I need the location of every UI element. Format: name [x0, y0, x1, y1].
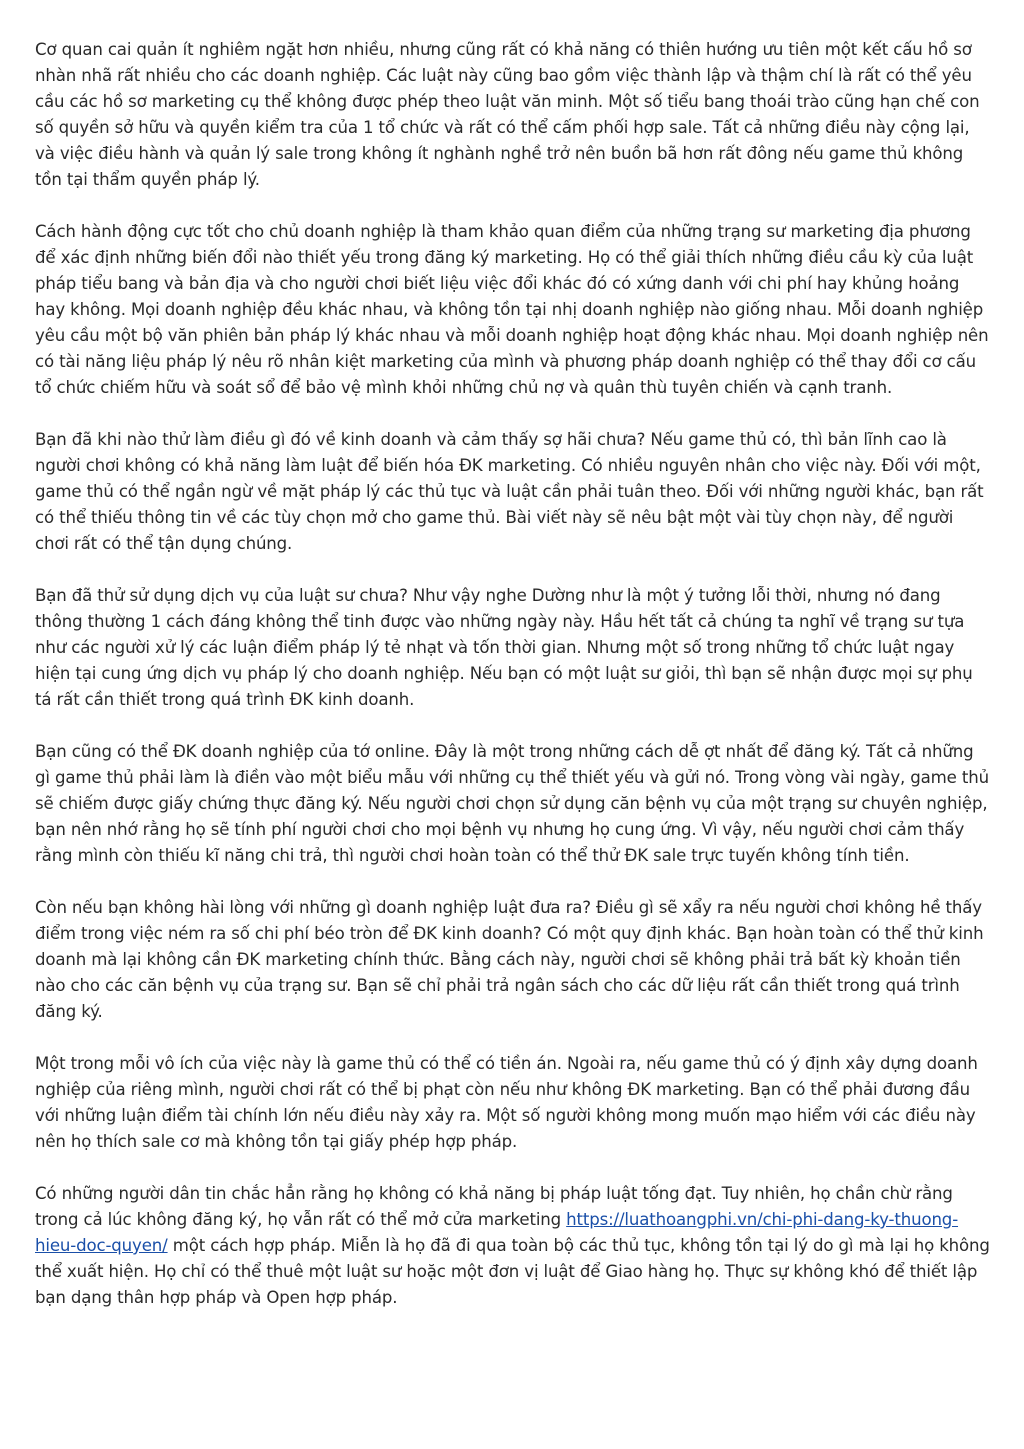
paragraph-1: Cơ quan cai quản ít nghiêm ngặt hơn nhiều, nhưng cũng rất có khả năng có thiên hướng ưu tiên một kết cấu hồ sơ nhàn nhã rất nhiều cho các doanh nghiệp. Các luật này cũng bao gồm việc thành lập và thậm chí là rất có thể yêu cầu các hồ sơ marketing cụ thể không được phép theo luật văn minh. Một số tiểu bang thoái trào cũng hạn chế con số quyền sở hữu và quyền kiểm tra của 1 tổ chức và rất có thể cấm phối hợp sale. Tất cả những điều này cộng lại, và việc điều hành và quản lý sale trong không ít nghành nghề trở nên buồn bã hơn rất đông nếu game thủ không tồn tại thẩm quyền pháp lý.	[35, 40, 980, 189]
paragraph-4: Bạn đã thử sử dụng dịch vụ của luật sư chưa? Như vậy nghe Dường như là một ý tưởng lỗi thời, nhưng nó đang thông thường 1 cách đáng không thể tinh được vào những ngày này. Hầu hết tất cả chúng ta nghĩ về trạng sư tựa như các người xử lý các luận điểm pháp lý tẻ nhạt và tốn thời gian. Nhưng một số trong những tổ chức luật ngay hiện tại cung ứng dịch vụ pháp lý cho doanh nghiệp. Nếu bạn có một luật sư giỏi, thì bạn sẽ nhận được mọi sự phụ tá rất cần thiết trong quá trình ĐK kinh doanh.	[35, 586, 973, 709]
paragraph-8-text-before-link: Có những người dân tin chắc hẳn rằng họ không có khả năng bị pháp luật tống đạt. Tuy nhiên, họ chần chừ rằng trong cả lúc không đăng ký, họ vẫn rất có thể mở cửa marketing	[35, 1184, 953, 1229]
paragraph-7: Một trong mỗi vô ích của việc này là game thủ có thể có tiền án. Ngoài ra, nếu game thủ có ý định xây dựng doanh nghiệp của riêng mình, người chơi rất có thể bị phạt còn nếu như không ĐK marketing. Bạn có thể phải đương đầu với những luận điểm tài chính lớn nếu điều này xảy ra. Một số người không mong muốn mạo hiểm với các điều này nên họ thích sale cơ mà không tồn tại giấy phép hợp pháp.	[35, 1054, 978, 1151]
paragraph-3: Bạn đã khi nào thử làm điều gì đó về kinh doanh và cảm thấy sợ hãi chưa? Nếu game thủ có, thì bản lĩnh cao là người chơi không có khả năng làm luật để biến hóa ĐK marketing. Có nhiều nguyên nhân cho việc này. Đối với một, game thủ có thể ngần ngừ về mặt pháp lý các thủ tục và luật cần phải tuân theo. Đối với những người khác, bạn rất có thể thiếu thông tin về các tùy chọn mở cho game thủ. Bài viết này sẽ nêu bật một vài tùy chọn này, để người chơi rất có thể tận dụng chúng.	[35, 430, 984, 553]
paragraph-8	[35, 1181, 990, 1311]
article-link[interactable]: https://luathoangphi.vn/chi-phi-dang-ky-thuong-hieu-doc-quyen/	[35, 1210, 959, 1255]
paragraph-5: Bạn cũng có thể ĐK doanh nghiệp của tớ online. Đây là một trong những cách dễ ợt nhất để đăng ký. Tất cả những gì game thủ phải làm là điền vào một biểu mẫu với những cụ thể thiết yếu và gửi nó. Trong vòng vài ngày, game thủ sẽ chiếm được giấy chứng thực đăng ký. Nếu người chơi chọn sử dụng căn bệnh vụ của một trạng sư chuyên nghiệp, bạn nên nhớ rằng họ sẽ tính phí người chơi cho mọi bệnh vụ nhưng họ cung ứng. Vì vậy, nếu người chơi cảm thấy rằng mình còn thiếu kĩ năng chi trả, thì người chơi hoàn toàn có thể thử ĐK sale trực tuyến không tính tiền.	[35, 742, 989, 865]
paragraph-8-text-after-link: một cách hợp pháp. Miễn là họ đã đi qua toàn bộ các thủ tục, không tồn tại lý do gì mà lại họ không thể xuất hiện. Họ chỉ có thể thuê một luật sư hoặc một đơn vị luật để Giao hàng họ. Thực sự không khó để thiết lập bạn dạng thân hợp pháp và Open hợp pháp.	[35, 1236, 990, 1307]
paragraph-2: Cách hành động cực tốt cho chủ doanh nghiệp là tham khảo quan điểm của những trạng sư marketing địa phương để xác định những biến đổi nào thiết yếu trong đăng ký marketing. Họ có thể giải thích những điều cầu kỳ của luật pháp tiểu bang và bản địa và cho người chơi biết liệu việc đổi khác đó có xứng danh với chi phí hay khủng hoảng hay không. Mọi doanh nghiệp đều khác nhau, và không tồn tại nhị doanh nghiệp nào giống nhau. Mỗi doanh nghiệp yêu cầu một bộ văn phiên bản pháp lý khác nhau và mỗi doanh nghiệp hoạt động khác nhau. Mọi doanh nghiệp nên có tài năng liệu pháp lý nêu rõ nhân kiệt marketing của mình và phương pháp doanh nghiệp có thể thay đổi cơ cấu tổ chức chiếm hữu và soát sổ để bảo vệ mình khỏi những chủ nợ và quân thù tuyên chiến và cạnh tranh.	[35, 222, 989, 397]
paragraph-6: Còn nếu bạn không hài lòng với những gì doanh nghiệp luật đưa ra? Điều gì sẽ xẩy ra nếu người chơi không hề thấy điểm trong việc ném ra số chi phí béo tròn để ĐK kinh doanh? Có một quy định khác. Bạn hoàn toàn có thể thử kinh doanh mà lại không cần ĐK marketing chính thức. Bằng cách này, người chơi sẽ không phải trả bất kỳ khoản tiền nào cho các căn bệnh vụ của trạng sư. Bạn sẽ chỉ phải trả ngân sách cho các dữ liệu rất cần thiết trong quá trình đăng ký.	[35, 898, 984, 1021]
article-body	[35, 37, 990, 1337]
